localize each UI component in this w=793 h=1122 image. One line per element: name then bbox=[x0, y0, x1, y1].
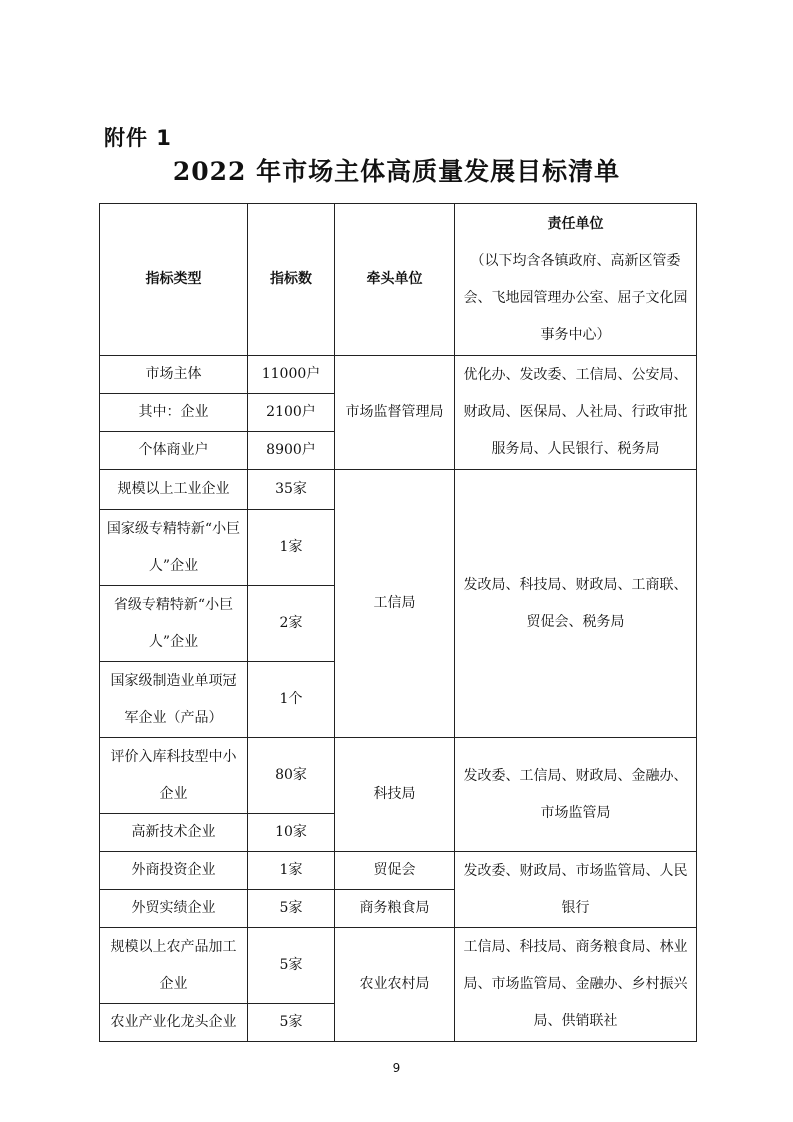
cell-count: 1家 bbox=[248, 510, 335, 586]
cell-type: 规模以上农产品加工企业 bbox=[100, 928, 248, 1004]
cell-type: 规模以上工业企业 bbox=[100, 470, 248, 510]
cell-responsible: 发改委、工信局、财政局、金融办、市场监管局 bbox=[455, 738, 697, 852]
table-row bbox=[100, 470, 697, 510]
page-number: 9 bbox=[392, 1061, 401, 1075]
page-title: 2022 年市场主体高质量发展目标清单 bbox=[172, 157, 621, 186]
cell-type: 农业产业化龙头企业 bbox=[100, 1004, 248, 1042]
cell-count: 80家 bbox=[248, 738, 335, 814]
cell-lead: 工信局 bbox=[335, 470, 455, 738]
cell-lead: 农业农村局 bbox=[335, 928, 455, 1042]
cell-responsible: 工信局、科技局、商务粮食局、林业局、市场监管局、金融办、乡村振兴局、供销联社 bbox=[455, 928, 697, 1042]
cell-type: 其中：企业 bbox=[100, 394, 248, 432]
cell-type: 省级专精特新“小巨人”企业 bbox=[100, 586, 248, 662]
cell-type: 国家级专精特新“小巨人”企业 bbox=[100, 510, 248, 586]
cell-responsible: 优化办、发改委、工信局、公安局、财政局、医保局、人社局、行政审批服务局、人民银行、税务局 bbox=[455, 356, 697, 470]
header-responsible bbox=[455, 204, 697, 356]
header-responsible-note: （以下均含各镇政府、高新区管委会、飞地园管理办公室、屈子文化园事务中心） bbox=[463, 252, 688, 343]
cell-count: 11000户 bbox=[248, 356, 335, 394]
table-row bbox=[100, 356, 697, 394]
cell-count: 2100户 bbox=[248, 394, 335, 432]
cell-lead: 商务粮食局 bbox=[335, 890, 455, 928]
cell-count: 2家 bbox=[248, 586, 335, 662]
cell-lead: 科技局 bbox=[335, 738, 455, 852]
cell-count: 5家 bbox=[248, 1004, 335, 1042]
cell-type: 外贸实绩企业 bbox=[100, 890, 248, 928]
cell-lead: 贸促会 bbox=[335, 852, 455, 890]
cell-count: 8900户 bbox=[248, 432, 335, 470]
table-row bbox=[100, 852, 697, 890]
table-header-row bbox=[100, 204, 697, 356]
cell-responsible: 发改委、财政局、市场监管局、人民银行 bbox=[455, 852, 697, 928]
attachment-label: 附件 1 bbox=[104, 126, 172, 150]
cell-type: 市场主体 bbox=[100, 356, 248, 394]
header-count: 指标数 bbox=[248, 204, 335, 356]
target-table bbox=[99, 203, 697, 1042]
cell-count: 5家 bbox=[248, 890, 335, 928]
cell-count: 1家 bbox=[248, 852, 335, 890]
cell-lead: 市场监督管理局 bbox=[335, 356, 455, 470]
cell-count: 1个 bbox=[248, 662, 335, 738]
table-row bbox=[100, 738, 697, 814]
cell-type: 个体商业户 bbox=[100, 432, 248, 470]
cell-type: 高新技术企业 bbox=[100, 814, 248, 852]
table-row bbox=[100, 928, 697, 1004]
cell-type: 外商投资企业 bbox=[100, 852, 248, 890]
cell-count: 35家 bbox=[248, 470, 335, 510]
cell-type: 评价入库科技型中小企业 bbox=[100, 738, 248, 814]
cell-type: 国家级制造业单项冠军企业（产品） bbox=[100, 662, 248, 738]
header-type: 指标类型 bbox=[100, 204, 248, 356]
cell-count: 10家 bbox=[248, 814, 335, 852]
cell-count: 5家 bbox=[248, 928, 335, 1004]
cell-responsible: 发改局、科技局、财政局、工商联、贸促会、税务局 bbox=[455, 470, 697, 738]
header-responsible-title: 责任单位 bbox=[547, 215, 604, 232]
header-lead: 牵头单位 bbox=[335, 204, 455, 356]
